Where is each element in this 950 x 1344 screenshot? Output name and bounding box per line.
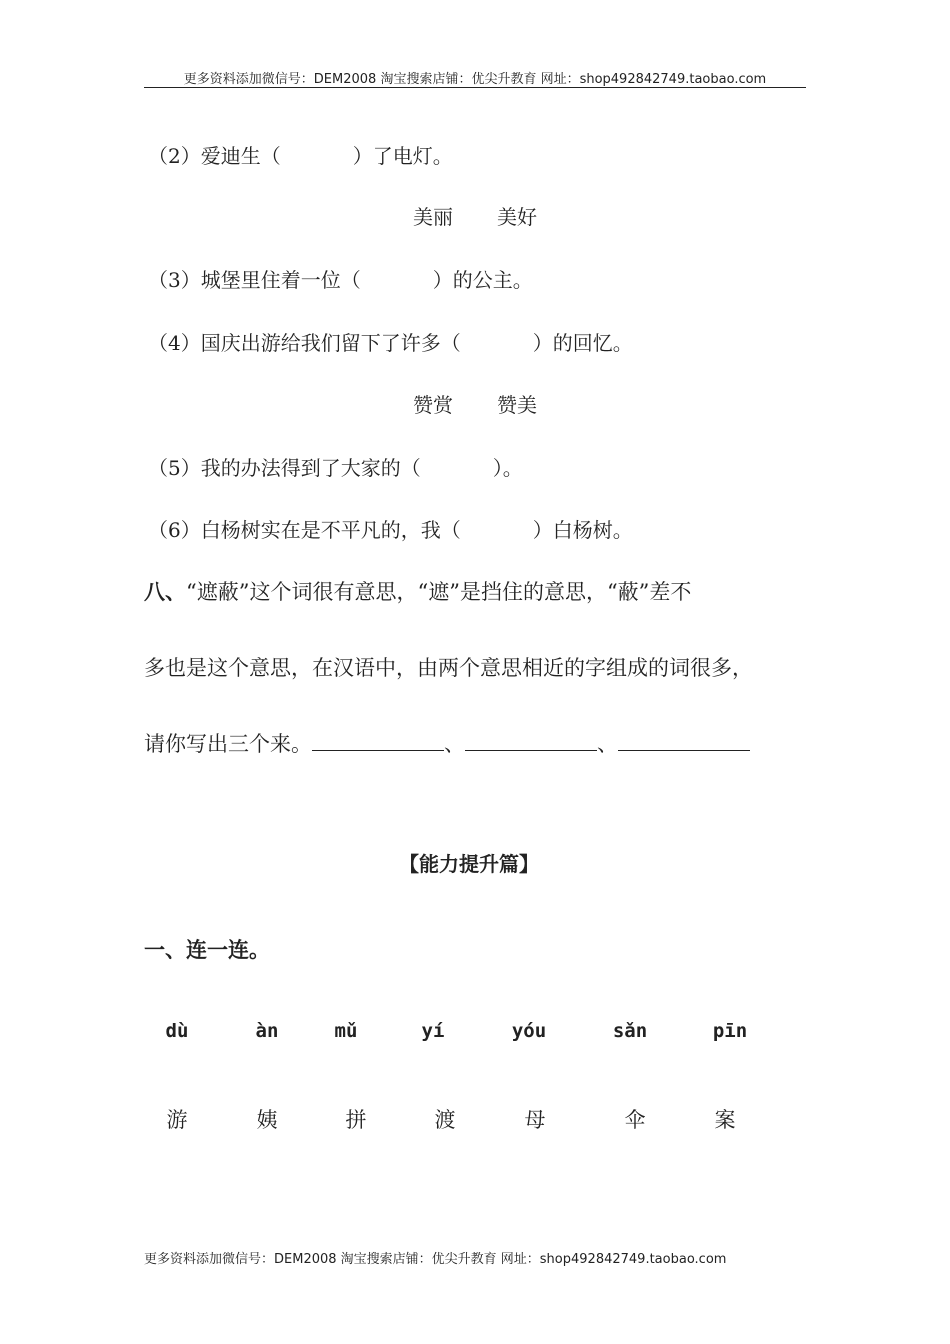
question-3: （3）城堡里住着一位（ ）的公主。 (148, 268, 533, 292)
pinyin-1: dù (165, 1020, 189, 1042)
header-divider (144, 87, 806, 88)
question-5: （5）我的办法得到了大家的（ ）。 (148, 456, 523, 480)
answer-blank-2[interactable] (465, 730, 597, 751)
pinyin-5: yóu (511, 1020, 547, 1042)
pinyin-7: pīn (712, 1020, 748, 1042)
pinyin-4: yí (421, 1020, 445, 1042)
question-6: （6）白杨树实在是不平凡的，我（ ）白杨树。 (148, 518, 633, 542)
section-8-line-1: 八、“遮蔽”这个词很有意思，“遮”是挡住的意思，“蔽”差不 (144, 579, 692, 604)
question-2: （2）爱迪生（ ）了电灯。 (148, 144, 453, 168)
section-8-line-2: 多也是这个意思，在汉语中，由两个意思相近的字组成的词很多， (144, 656, 753, 680)
section-1-title: 一、连一连。 (144, 938, 270, 962)
hanzi-4: 渡 (434, 1108, 456, 1132)
hanzi-1: 游 (166, 1108, 188, 1132)
hanzi-3: 拼 (345, 1108, 367, 1132)
page-footer: 更多资料添加微信号：DEM2008 淘宝搜索店铺：优尖升教育 网址：shop492842749.taobao.com (144, 1252, 727, 1267)
pinyin-2: àn (255, 1020, 279, 1042)
hanzi-6: 伞 (624, 1108, 646, 1132)
ability-title: 【能力提升篇】 (399, 852, 539, 876)
hanzi-2: 姨 (256, 1108, 278, 1132)
page-header: 更多资料添加微信号：DEM2008 淘宝搜索店铺：优尖升教育 网址：shop492842749.taobao.com (183, 72, 767, 87)
pinyin-3: mǔ (334, 1020, 358, 1042)
hanzi-7: 案 (714, 1108, 736, 1132)
section-8-line-3: 请你写出三个来。 、 、 (144, 728, 750, 758)
answer-blank-3[interactable] (618, 730, 750, 751)
question-4: （4）国庆出游给我们留下了许多（ ）的回忆。 (148, 331, 633, 355)
word-pair-2: 赞赏 赞美 (413, 393, 537, 417)
answer-blank-1[interactable] (312, 730, 444, 751)
word-pair-1: 美丽 美好 (413, 205, 537, 229)
pinyin-6: sǎn (612, 1020, 648, 1042)
hanzi-5: 母 (524, 1108, 546, 1132)
